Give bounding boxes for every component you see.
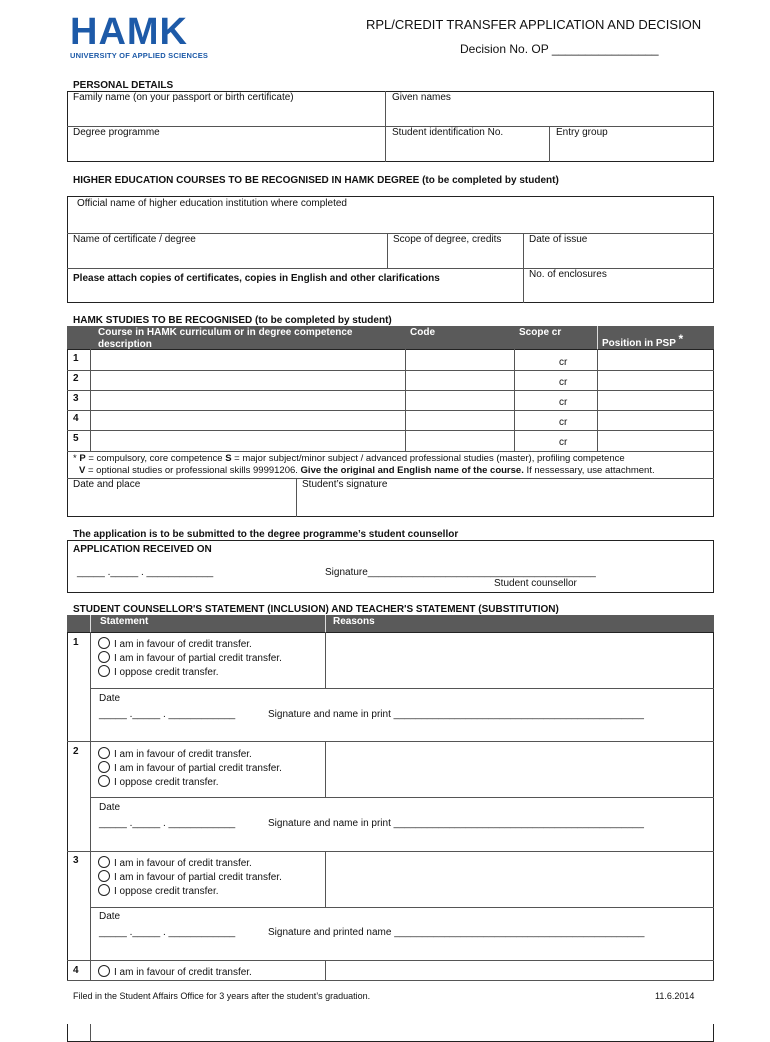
higher-ed-heading: HIGHER EDUCATION COURSES TO BE RECOGNISED IN HAMK DEGREE (to be completed by student)	[73, 175, 559, 186]
row-1-unit: cr	[559, 357, 568, 368]
radio-icon[interactable]	[98, 870, 110, 882]
statement-1-option-oppose[interactable]	[98, 665, 219, 680]
row-3-number: 3	[73, 393, 79, 404]
col-scope: Scope cr	[519, 327, 562, 338]
row-5-number: 5	[73, 433, 79, 444]
date-of-issue-field[interactable]: Date of issue	[529, 234, 588, 245]
statement-heading: STUDENT COUNSELLOR'S STATEMENT (INCLUSION) AND TEACHER'S STATEMENT (SUBSTITUTION)	[73, 604, 559, 615]
submission-note: The application is to be submitted to the degree programme’s student counsellor	[73, 529, 459, 540]
statement-1-number: 1	[73, 637, 79, 648]
psp-note-star: *	[73, 453, 80, 464]
statement-4-number: 4	[73, 965, 79, 976]
decision-number: Decision No. OP ________________	[460, 42, 659, 56]
page-title: RPL/CREDIT TRANSFER APPLICATION AND DECISION	[366, 17, 702, 32]
option-label: I am in favour of partial credit transfer.	[114, 653, 282, 664]
option-label: I am in favour of credit transfer.	[114, 967, 252, 978]
scope-credits-field[interactable]: Scope of degree, credits	[393, 234, 502, 245]
certificate-field[interactable]: Name of certificate / degree	[73, 234, 196, 245]
statement-3-option-favour[interactable]	[98, 856, 252, 871]
statement-3-date-field[interactable]: _____ ._____ . ____________	[99, 927, 236, 938]
footer-note: Filed in the Student Affairs Office for 3 years after the student’s graduation.	[73, 991, 371, 1001]
received-date-field[interactable]: _____ ._____ . ____________	[77, 567, 214, 578]
statement-2-signature-field[interactable]: Signature and name in print _____________________________________________	[268, 818, 644, 829]
footer	[67, 981, 715, 1024]
radio-icon[interactable]	[98, 884, 110, 896]
psp-note-p: P	[79, 453, 86, 464]
row-1-number: 1	[73, 353, 79, 364]
statement-1-option-favour[interactable]	[98, 637, 252, 652]
degree-programme-field[interactable]: Degree programme	[73, 127, 160, 138]
radio-icon[interactable]	[98, 775, 110, 787]
entry-group-field[interactable]: Entry group	[556, 127, 608, 138]
statement-2-date-label: Date	[99, 802, 121, 813]
psp-note-text-a: = compulsory, core competence	[85, 453, 226, 464]
enclosures-field[interactable]: No. of enclosures	[529, 269, 607, 280]
statement-3-date-label: Date	[99, 911, 121, 922]
logo-wordmark: HAMK	[70, 11, 188, 53]
statement-3-signature-field[interactable]: Signature and printed name _____________________________________________	[268, 927, 645, 938]
statement-2-date-field[interactable]: _____ ._____ . ____________	[99, 818, 236, 829]
hamk-studies-table	[67, 349, 714, 517]
psp-note-text-b: = major subject/minor subject / advanced professional studies (master), profiling competence	[231, 453, 625, 464]
psp-note-line2	[79, 465, 655, 476]
statement-2-number: 2	[73, 746, 79, 757]
date-place-field[interactable]: Date and place	[73, 479, 141, 490]
option-label: I am in favour of credit transfer.	[114, 749, 252, 760]
col-statement: Statement	[100, 616, 149, 627]
statement-1-signature-field[interactable]: Signature and name in print _____________________________________________	[268, 709, 644, 720]
statement-3-number: 3	[73, 855, 79, 866]
student-id-field[interactable]: Student identification No.	[392, 127, 504, 138]
personal-details-heading: PERSONAL DETAILS	[73, 80, 174, 91]
option-label: I am in favour of partial credit transfer.	[114, 763, 282, 774]
radio-icon[interactable]	[98, 747, 110, 759]
psp-note-bold: Give the original and English name of the course.	[300, 465, 524, 476]
radio-icon[interactable]	[98, 761, 110, 773]
col-code: Code	[410, 327, 435, 338]
statement-4-option-favour[interactable]	[98, 965, 252, 980]
row-4-unit: cr	[559, 417, 568, 428]
family-name-field[interactable]: Family name (on your passport or birth certificate)	[73, 92, 294, 103]
option-label: I am in favour of credit transfer.	[114, 858, 252, 869]
student-counsellor-label: Student counsellor	[494, 578, 577, 589]
statement-1-date-field[interactable]: _____ ._____ . ____________	[99, 709, 236, 720]
statement-2-option-favour[interactable]	[98, 747, 252, 762]
radio-icon[interactable]	[98, 665, 110, 677]
row-5-unit: cr	[559, 437, 568, 448]
radio-icon[interactable]	[98, 965, 110, 977]
given-names-field[interactable]: Given names	[392, 92, 451, 103]
statement-2-option-partial[interactable]	[98, 761, 282, 776]
statement-1-option-partial[interactable]	[98, 651, 282, 666]
row-3-unit: cr	[559, 397, 568, 408]
col-reasons: Reasons	[333, 616, 375, 627]
col-course: Course in HAMK curriculum or in degree competence description	[98, 327, 353, 350]
statement-3-option-oppose[interactable]	[98, 884, 219, 899]
option-label: I am in favour of credit transfer.	[114, 639, 252, 650]
radio-icon[interactable]	[98, 856, 110, 868]
col-psp-star: *	[678, 332, 684, 346]
institution-field[interactable]: Official name of higher education institution where completed	[77, 198, 347, 209]
row-4-number: 4	[73, 413, 79, 424]
psp-note-v: V	[79, 465, 86, 476]
statement-header-row	[67, 615, 714, 633]
footer-date: 11.6.2014	[655, 991, 695, 1001]
counsellor-signature-field[interactable]: Signature_________________________________________	[325, 567, 596, 578]
psp-note-line1	[73, 453, 625, 464]
logo-subtitle: UNIVERSITY OF APPLIED SCIENCES	[70, 51, 209, 60]
hamk-studies-heading: HAMK STUDIES TO BE RECOGNISED (to be completed by student)	[73, 315, 392, 326]
higher-ed-table	[67, 196, 714, 303]
logo	[70, 11, 209, 60]
statement-1-date-label: Date	[99, 693, 121, 704]
statement-2-option-oppose[interactable]	[98, 775, 219, 790]
col-psp	[602, 332, 683, 349]
statement-3-option-partial[interactable]	[98, 870, 282, 885]
psp-note-s: S	[225, 453, 232, 464]
application-received-label: APPLICATION RECEIVED ON	[73, 544, 212, 555]
psp-note-text-d: If nessessary, use attachment.	[523, 465, 655, 476]
radio-icon[interactable]	[98, 651, 110, 663]
option-label: I oppose credit transfer.	[114, 777, 219, 788]
row-2-number: 2	[73, 373, 79, 384]
row-2-unit: cr	[559, 377, 568, 388]
option-label: I oppose credit transfer.	[114, 667, 219, 678]
option-label: I am in favour of partial credit transfer.	[114, 872, 282, 883]
student-signature-field[interactable]: Student’s signature	[302, 479, 388, 490]
psp-note-text-c: = optional studies or professional skills 99991206.	[85, 465, 301, 476]
attach-instruction: Please attach copies of certificates, copies in English and other clarifications	[73, 273, 440, 284]
col-psp-label: Position in PSP	[602, 338, 676, 349]
option-label: I oppose credit transfer.	[114, 886, 219, 897]
radio-icon[interactable]	[98, 637, 110, 649]
